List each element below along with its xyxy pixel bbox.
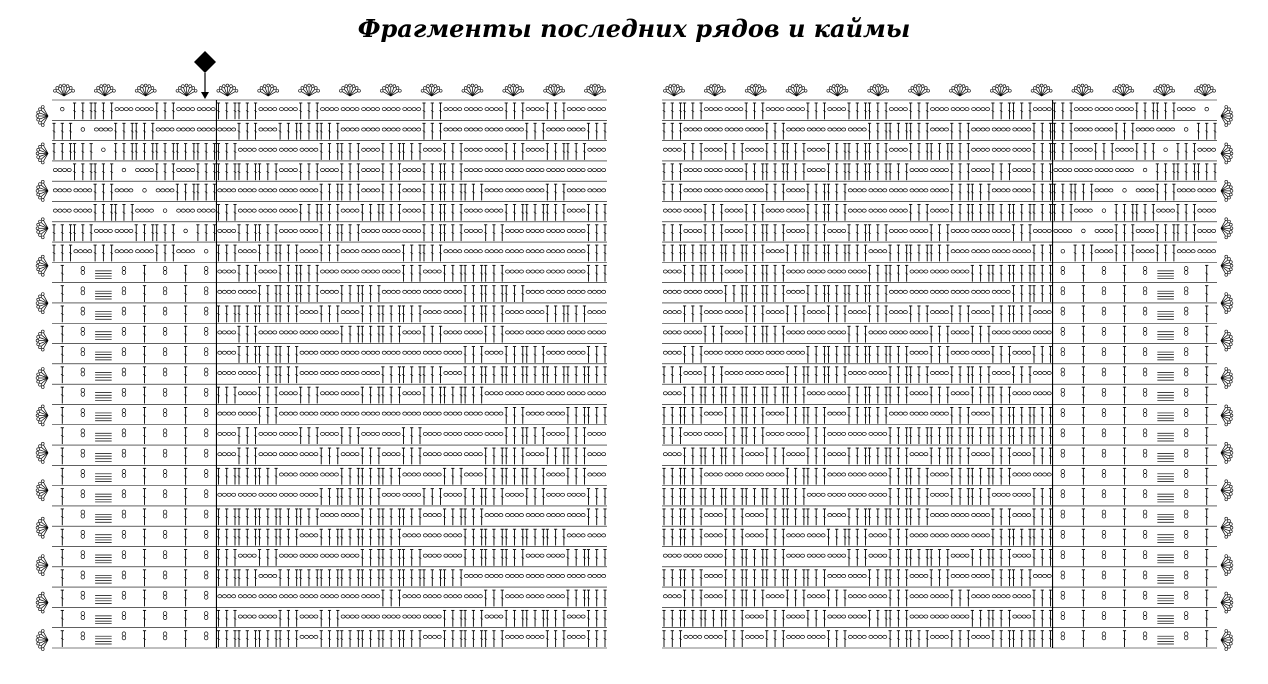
diamond-marker-icon	[194, 51, 216, 99]
page-title: Фрагменты последних рядов и каймы	[357, 14, 911, 43]
left-fragment-panel	[36, 84, 607, 650]
right-fragment-panel	[662, 84, 1233, 650]
